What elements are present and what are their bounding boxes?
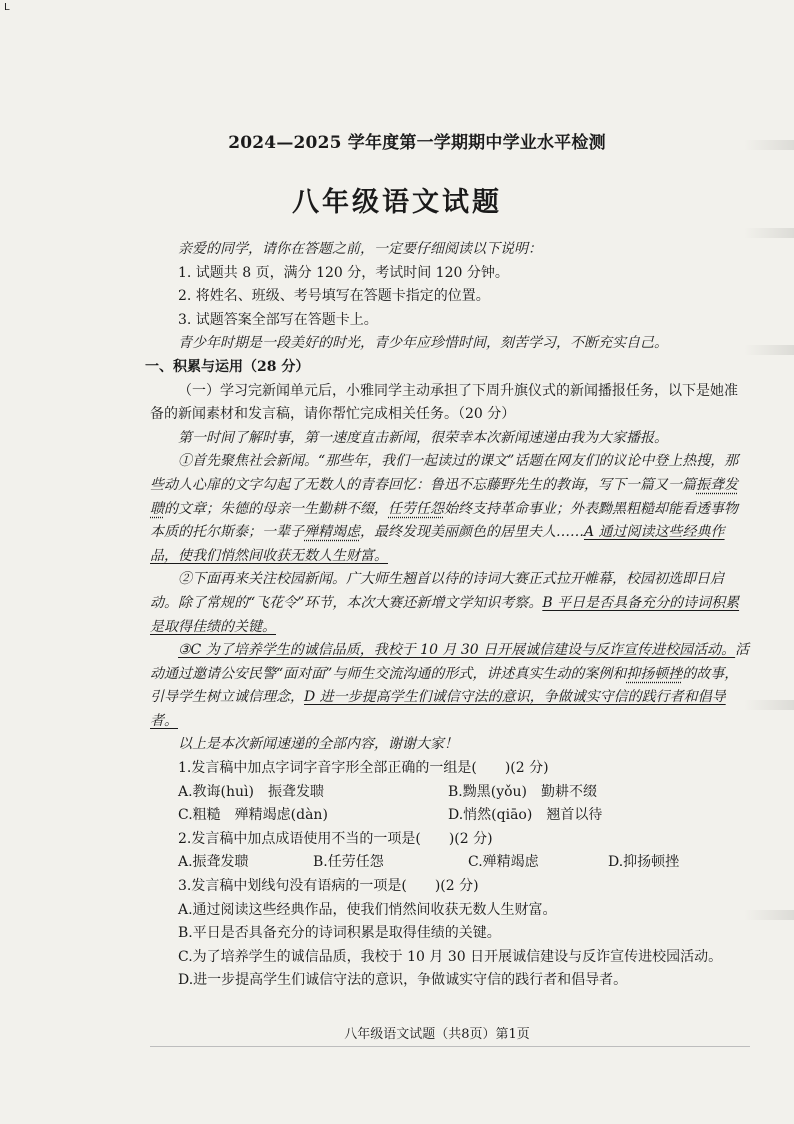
option-c: C.为了培养学生的诚信品质，我校于 10 月 30 日开展诚信建设与反诈宣传进校园活动。 (178, 948, 723, 965)
option-d: D.抑扬顿挫 (608, 854, 680, 871)
option-a: A.通过阅读这些经典作品，使我们悄然间收获无数人生财富。 (178, 901, 557, 918)
corner-mark: L (4, 2, 10, 13)
instruction-item: 3. 试题答案全部写在答题卡上。 (178, 311, 378, 328)
motto: 青少年时期是一段美好的时光，青少年应珍惜时间，刻苦学习，不断充实自己。 (178, 335, 668, 352)
question-3-stem: 3.发言稿中划线句没有语病的一项是( )(2 分) (178, 878, 479, 895)
question-1-stem: 1.发言稿中加点字词字音字形全部正确的一组是( )(2 分) (178, 760, 549, 777)
underlined-sentence-c: ③C 为了培养学生的诚信品质，我校于 10 月 30 日开展诚信建设与反诈宣传进校园活动。 (178, 642, 736, 659)
bleed-through-mark (744, 228, 794, 238)
question-1-options-row (150, 781, 750, 805)
option-b: B.黝黑(yǒu) 勤耕不缀 (448, 783, 598, 800)
question-1-options-row (150, 804, 750, 828)
news-item-campus: ②下面再来关注校园新闻。广大师生翘首以待的诗词大赛正式拉开帷幕，校园初选即日启动。除了常规的“飞花令”环节，本次大赛还新增文学知识考察。B 平日是否具备充分的诗词积累是取得佳绩的关键。 (150, 571, 740, 635)
exam-header (0, 128, 794, 219)
option-b: B.任劳任怨 (313, 854, 384, 871)
footer-divider (150, 1046, 750, 1047)
script-closing: 以上是本次新闻速递的全部内容，谢谢大家！ (178, 736, 458, 753)
option-a: A.振聋发聩 (178, 854, 249, 871)
part-intro: （一）学习完新闻单元后，小雅同学主动承担了下周升旗仪式的新闻播报任务，以下是她准备的新闻素材和发言稿，请你帮忙完成相关任务。（20 分） (150, 382, 738, 423)
section-heading: 一、积累与运用（28 分） (145, 358, 310, 375)
underlined-sentence-b: B 平日是否具备充分的诗词积累是取得佳绩的关键。 (150, 594, 740, 635)
dotted-idiom: 任劳任怨 (388, 500, 444, 517)
underlined-sentence-a: A 通过阅读这些经典作品，使我们悄然间收获无数人生财富。 (150, 524, 725, 564)
bleed-through-mark (744, 345, 794, 355)
dotted-idiom: 殚精竭虑 (304, 524, 360, 541)
news-item-social: ①首先聚焦社会新闻。“那些年，我们一起读过的课文”话题在网友们的议论中登上热搜，那些动人心扉的文字勾起了无数人的青春回忆：鲁迅不忘藤野先生的教诲，写下一篇又一篇振聋发聩的文章；朱德的母亲一生勤耕不缀，任劳任怨始终支持革命事业；外表黝黑粗糙却能看透事物本质的托尔斯泰；一辈子殚精竭虑，最终发现美丽颜色的居里夫人……A 通过阅读这些经典作品，使我们悄然间收获无数人生财富。 (150, 453, 739, 564)
news-item-integrity: ③C 为了培养学生的诚信品质，我校于 10 月 30 日开展诚信建设与反诈宣传进校园活动。活动通过邀请公安民警“面对面”与师生交流沟通的形式，讲述真实生动的案例和抑扬顿挫的故事，引导学生树立诚信理念，D 进一步提高学生们诚信守法的意识，争做诚实守信的践行者和倡导者。 (150, 642, 750, 729)
option-d: D.悄然(qiāo) 翘首以待 (448, 807, 603, 824)
dotted-idiom: 振聋发聩 (150, 476, 738, 517)
underlined-sentence-d: D 进一步提高学生们诚信守法的意识，争做诚实守信的践行者和倡导者。 (150, 689, 726, 729)
bleed-through-mark (744, 910, 794, 920)
dotted-idiom: 抑扬顿挫 (626, 665, 683, 682)
exam-title: 2024—2025 学年度第一学期期中学业水平检测 (228, 133, 606, 153)
exam-content (145, 238, 750, 993)
option-c: C.殚精竭虑 (468, 854, 539, 871)
page-footer: 八年级语文试题（共8页）第1页 (344, 1027, 530, 1042)
bleed-through-mark (744, 700, 794, 710)
instruction-item: 2. 将姓名、班级、考号填写在答题卡指定的位置。 (178, 288, 490, 305)
option-a: A.教诲(huì) 振聋发聩 (178, 783, 324, 800)
option-b: B.平日是否具备充分的诗词积累是取得佳绩的关键。 (178, 925, 501, 942)
script-opening: 第一时间了解时事，第一速度直击新闻，很荣幸本次新闻速递由我为大家播报。 (178, 429, 668, 446)
question-2-options (150, 851, 750, 875)
instructions-greeting: 亲爱的同学，请你在答题之前，一定要仔细阅读以下说明： (178, 241, 542, 257)
instruction-item: 1. 试题共 8 页，满分 120 分，考试时间 120 分钟。 (178, 264, 509, 281)
question-2-stem: 2.发言稿中加点成语使用不当的一项是( )(2 分) (178, 830, 493, 847)
option-c: C.粗糙 殚精竭虑(dàn) (178, 807, 328, 824)
exam-subject-title: 八年级语文试题 (292, 187, 502, 218)
option-d: D.进一步提高学生们诚信守法的意识，争做诚实守信的践行者和倡导者。 (178, 972, 628, 989)
